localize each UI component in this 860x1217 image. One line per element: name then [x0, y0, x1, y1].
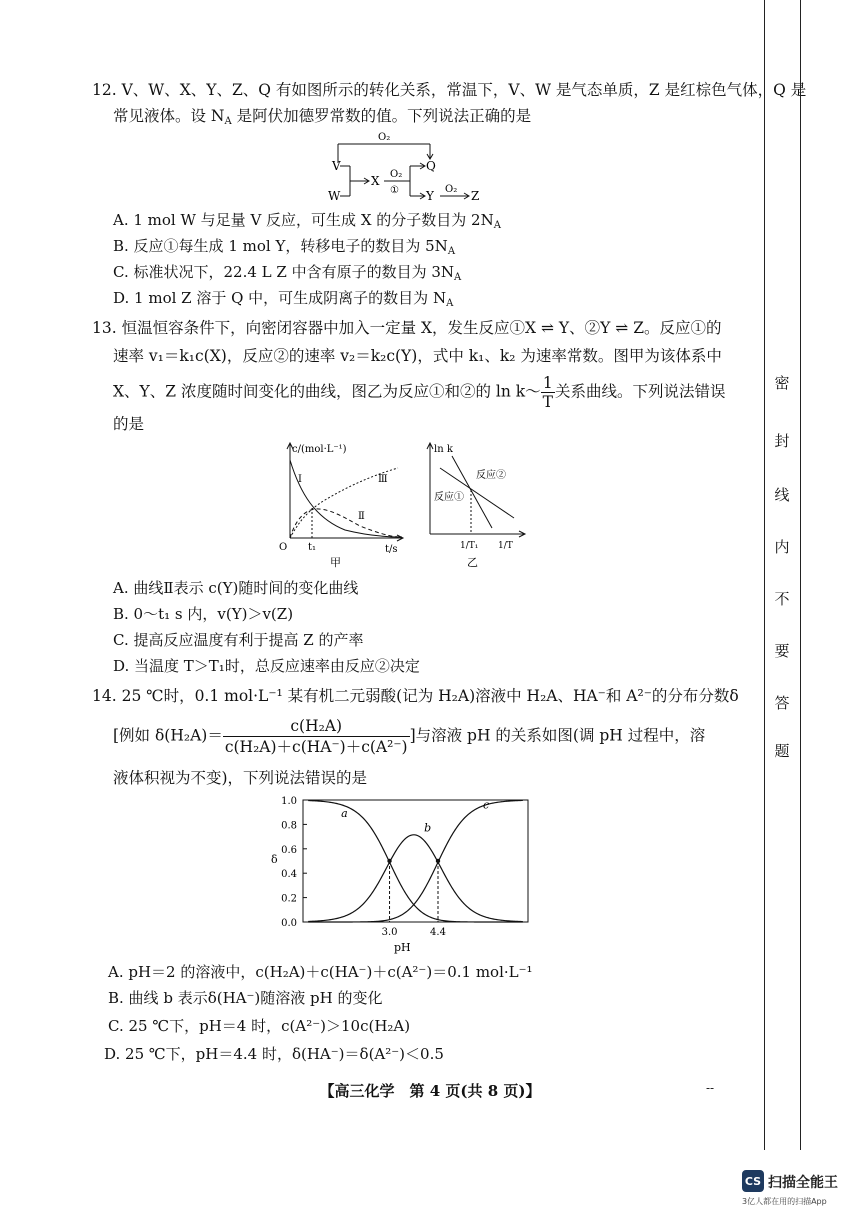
q14-frac-den: c(H₂A)＋c(HA⁻)＋c(A²⁻): [224, 738, 408, 756]
q13-chart-yi: [422, 438, 532, 573]
jia-curve-i: [290, 460, 402, 537]
binding-char-7: 答: [774, 694, 790, 712]
q12-stem-line1: 12. V、W、X、Y、Z、Q 有如图所示的转化关系，常温下，V、W 是气态单质，Z 是红棕色气体，Q 是: [92, 81, 807, 99]
jia-label-iii: Ⅲ: [378, 474, 388, 485]
jia-label-ii: Ⅱ: [358, 511, 365, 522]
diagram-x: X: [371, 174, 380, 188]
diagram-z: Z: [471, 189, 480, 203]
q12-option-c: [113, 262, 461, 288]
q12-option-b-text: B. 反应①每生成 1 mol Y，转移电子的数目为 5N: [113, 237, 448, 255]
q12-stem-line2-a: 常见液体。设 N: [113, 107, 225, 125]
x-tick-label: 3.0: [381, 927, 398, 938]
q13-chart-jia: [270, 438, 420, 573]
diagram-o2-top: O₂: [378, 132, 391, 143]
q12-option-c-sub: A: [454, 272, 462, 283]
q12-stem-line2-sub: A: [224, 116, 232, 127]
q13-option-d: D. 当温度 T＞T₁时，总反应速率由反应②决定: [113, 657, 420, 675]
q13-stem-line4: 的是: [113, 415, 145, 433]
chart-ylabel: δ: [271, 853, 278, 866]
chart-xlabel: pH: [394, 941, 411, 954]
y-tick-label: 0.4: [281, 869, 297, 881]
curve-label-a: a: [341, 807, 348, 821]
binding-char-1: 密: [774, 374, 790, 392]
jia-xlabel: t/s: [385, 544, 398, 555]
yi-label-reaction2: 反应②: [476, 470, 506, 481]
binding-char-6: 要: [774, 642, 790, 660]
q12-option-d: [113, 288, 453, 314]
y-tick-label: 1.0: [281, 796, 297, 807]
binding-char-2: 封: [774, 432, 790, 450]
q13-inverse-t-fraction: [541, 374, 555, 411]
jia-ylabel: c/(mol·L⁻¹): [292, 444, 347, 455]
diagram-y: Y: [426, 189, 434, 203]
q14-option-a: A. pH＝2 的溶液中，c(H₂A)＋c(HA⁻)＋c(A²⁻)＝0.1 mol·L⁻¹: [108, 963, 533, 981]
jia-label-i: Ⅰ: [298, 474, 302, 485]
y-tick-label: 0.8: [281, 820, 297, 832]
q14-delta-fraction: [223, 716, 410, 757]
diagram-q: Q: [426, 159, 436, 173]
chart-frame: [303, 800, 528, 922]
q13-option-b: B. 0～t₁ s 内，v(Y)＞v(Z): [113, 605, 294, 623]
q14-option-d: D. 25 ℃下，pH＝4.4 时，δ(HA⁻)＝δ(A²⁻)＜0.5: [104, 1045, 444, 1063]
curve-b: [308, 835, 523, 922]
camscanner-logo: CS: [742, 1170, 764, 1192]
q14-frac-num: c(H₂A): [223, 716, 410, 737]
x-tick-label: 4.4: [430, 927, 446, 938]
intersection-point: [436, 859, 440, 863]
jia-t1: t₁: [308, 542, 317, 553]
q14-stem-line2: [113, 716, 705, 757]
diagram-step-1: ①: [390, 185, 399, 196]
q13-stem-line3-a: X、Y、Z 浓度随时间变化的曲线，图乙为反应①和②的 ln k～: [113, 382, 541, 401]
diagram-w: W: [328, 189, 341, 203]
footer-mark: --: [706, 1081, 715, 1095]
q12-option-d-text: D. 1 mol Z 溶于 Q 中，可生成阴离子的数目为 N: [113, 289, 447, 307]
q14-option-c: C. 25 ℃下，pH＝4 时，c(A²⁻)＞10c(H₂A): [108, 1017, 411, 1035]
binding-char-4: 内: [774, 538, 790, 556]
q14-stem-line3: 液体积视为不变)，下列说法错误的是: [113, 769, 368, 787]
q14-distribution-chart: [260, 788, 540, 958]
q12-option-a-text: A. 1 mol W 与足量 V 反应，可生成 X 的分子数目为 2N: [113, 211, 494, 229]
diagram-o2-mid: O₂: [390, 169, 403, 180]
jia-curve-ii: [290, 509, 398, 538]
q13-stem-line1: 13. 恒温恒容条件下，向密闭容器中加入一定量 X，发生反应①X ⇌ Y、②Y ⇌ Z。反应①的: [92, 319, 722, 337]
yi-ylabel: ln k: [434, 444, 453, 455]
y-tick-label: 0.6: [281, 844, 297, 856]
intersection-point: [387, 859, 391, 863]
q12-option-a: [113, 210, 501, 236]
diagram-o2-right: O₂: [445, 184, 458, 195]
q13-frac-num: 1: [541, 374, 555, 393]
q12-conversion-diagram: [318, 128, 518, 208]
binding-char-5: 不: [774, 590, 790, 608]
q12-option-b: [113, 236, 455, 262]
jia-caption: 甲: [330, 556, 341, 569]
curve-label-b: b: [424, 821, 432, 835]
yi-x1-label: 1/T₁: [460, 541, 479, 551]
q12-option-d-sub: A: [446, 298, 454, 309]
binding-char-3: 线: [774, 486, 790, 504]
q12-stem-line2-b: 是阿伏加德罗常数的值。下列说法正确的是: [231, 107, 532, 125]
binding-char-8: 题: [774, 742, 790, 760]
q13-stem-line3-b: 关系曲线。下列说法错误: [555, 382, 726, 401]
camscanner-subtitle: 3亿人都在用的扫描App: [742, 1197, 827, 1206]
q12-option-b-sub: A: [447, 246, 456, 257]
yi-x2-label: 1/T: [498, 541, 513, 551]
binding-line-left: [764, 0, 765, 1150]
q14-stem-line1: 14. 25 ℃时，0.1 mol·L⁻¹ 某有机二元弱酸(记为 H₂A)溶液中 H₂A、HA⁻和 A²⁻的分布分数δ: [92, 687, 739, 705]
yi-label-reaction1: 反应①: [434, 492, 464, 503]
q14-option-b: B. 曲线 b 表示δ(HA⁻)随溶液 pH 的变化: [108, 989, 383, 1007]
y-tick-label: 0.2: [281, 893, 297, 905]
curve-label-c: c: [483, 798, 490, 812]
q12-option-c-text: C. 标准状况下，22.4 L Z 中含有原子的数目为 3N: [113, 263, 455, 281]
page-footer: 【高三化学 第 4 页(共 8 页)】: [319, 1082, 541, 1100]
q13-option-c: C. 提高反应温度有利于提高 Z 的产率: [113, 631, 364, 649]
binding-line-right: [800, 0, 801, 1150]
q13-frac-den: T: [542, 393, 553, 411]
yi-caption: 乙: [467, 556, 478, 569]
diagram-v: V: [332, 159, 341, 173]
y-tick-label: 0.0: [281, 918, 297, 929]
q13-option-a: A. 曲线Ⅱ表示 c(Y)随时间的变化曲线: [113, 579, 359, 597]
q12-option-a-sub: A: [493, 220, 501, 231]
q13-stem-line3: [113, 374, 726, 411]
jia-origin: O: [279, 542, 288, 553]
q14-stem-line2-b: ]与溶液 pH 的关系如图(调 pH 过程中，溶: [409, 726, 706, 745]
q14-stem-line2-a: [例如 δ(H₂A)＝: [113, 726, 223, 745]
camscanner-title: 扫描全能王: [768, 1175, 838, 1191]
q13-stem-line2: 速率 v₁＝k₁c(X)，反应②的速率 v₂＝k₂c(Y)，式中 k₁、k₂ 为速率常数。图甲为该体系中: [113, 347, 722, 365]
